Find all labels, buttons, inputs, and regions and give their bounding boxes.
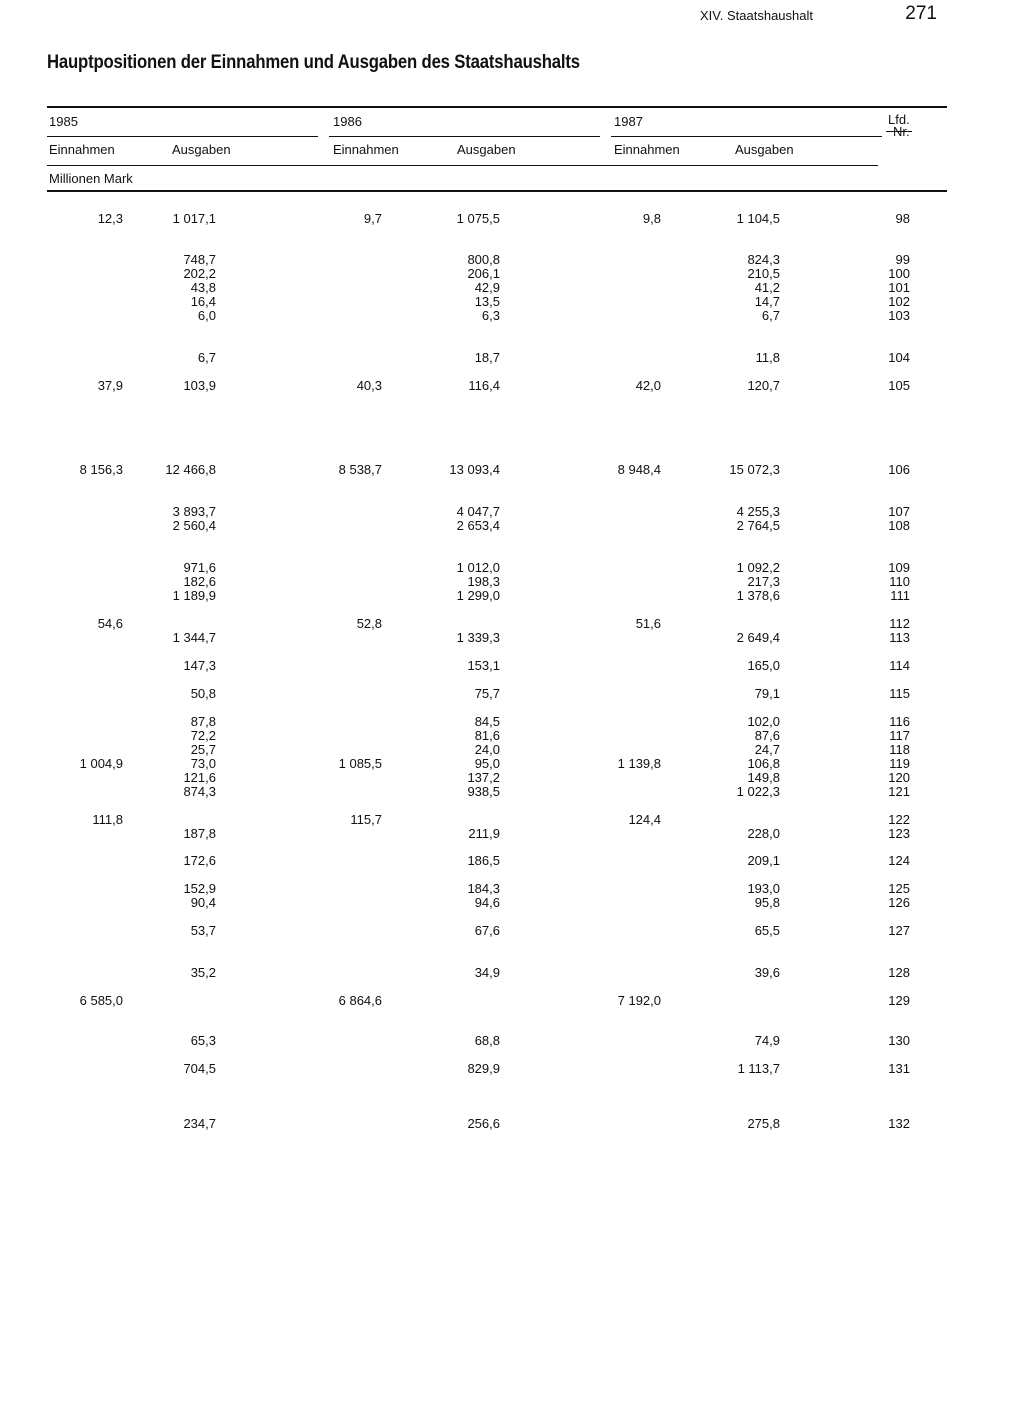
cell-nr: 117 [889, 728, 910, 743]
cell-a87: 106,8 [747, 756, 780, 771]
cell-a87: 14,7 [754, 294, 780, 309]
cell-a87: 120,7 [747, 378, 780, 393]
cell-a87: 4 255,3 [736, 504, 780, 519]
nr-header-lfd: Lfd. [888, 112, 910, 127]
cell-a85: 121,6 [183, 770, 216, 785]
cell-a87: 15 072,3 [729, 462, 780, 477]
cell-a87: 210,5 [747, 266, 780, 281]
cell-e86: 6 864,6 [338, 993, 382, 1008]
cell-a86: 137,2 [467, 770, 500, 785]
cell-nr: 99 [895, 252, 910, 267]
cell-nr: 124 [888, 853, 910, 868]
table-row [0, 253, 1024, 267]
cell-a86: 24,0 [474, 742, 500, 757]
cell-a85: 2 560,4 [172, 518, 216, 533]
table-row [0, 617, 1024, 631]
cell-a85: 50,8 [190, 686, 216, 701]
cell-a87: 1 104,5 [736, 211, 780, 226]
cell-a87: 193,0 [747, 881, 780, 896]
cell-nr: 123 [888, 826, 910, 841]
table-row [0, 309, 1024, 323]
cell-a87: 228,0 [747, 826, 780, 841]
cell-a86: 184,3 [467, 881, 500, 896]
cell-a86: 211,9 [468, 826, 500, 841]
table-row [0, 267, 1024, 281]
cell-nr: 131 [888, 1061, 910, 1076]
cell-a85: 234,7 [183, 1116, 216, 1131]
nr-header-nr: Nr. [893, 124, 910, 139]
ausgaben-1987-header: Ausgaben [735, 142, 794, 157]
table-row [0, 785, 1024, 799]
cell-nr: 101 [888, 280, 910, 295]
cell-a86: 4 047,7 [456, 504, 500, 519]
table-row [0, 757, 1024, 771]
cell-a85: 12 466,8 [165, 462, 216, 477]
table-row [0, 351, 1024, 365]
cell-e87: 42,0 [635, 378, 661, 393]
cell-a85: 187,8 [183, 826, 216, 841]
cell-a87: 39,6 [754, 965, 780, 980]
cell-a86: 75,7 [474, 686, 500, 701]
table-row [0, 295, 1024, 309]
cell-a86: 206,1 [467, 266, 500, 281]
cell-a87: 87,6 [754, 728, 780, 743]
cell-a85: 72,2 [190, 728, 216, 743]
cell-nr: 102 [888, 294, 910, 309]
cell-nr: 109 [888, 560, 910, 575]
cell-nr: 118 [889, 742, 910, 757]
einnahmen-1986-header: Einnahmen [333, 142, 399, 157]
cell-a85: 1 189,9 [172, 588, 216, 603]
cell-nr: 132 [888, 1116, 910, 1131]
cell-nr: 130 [888, 1033, 910, 1048]
cell-nr: 104 [888, 350, 910, 365]
table-row [0, 729, 1024, 743]
cell-nr: 106 [888, 462, 910, 477]
cell-nr: 121 [888, 784, 910, 799]
ausgaben-1986-header: Ausgaben [457, 142, 516, 157]
cell-a85: 874,3 [183, 784, 216, 799]
cell-a86: 81,6 [474, 728, 500, 743]
cell-a85: 147,3 [183, 658, 216, 673]
cell-nr: 108 [888, 518, 910, 533]
cell-nr: 126 [888, 895, 910, 910]
cell-a85: 73,0 [190, 756, 216, 771]
cell-a86: 18,7 [474, 350, 500, 365]
cell-e85: 6 585,0 [79, 993, 123, 1008]
cell-a86: 186,5 [467, 853, 500, 868]
cell-a87: 824,3 [747, 252, 780, 267]
table-row [0, 281, 1024, 295]
table-row [0, 896, 1024, 910]
cell-a87: 1 022,3 [736, 784, 780, 799]
cell-a86: 34,9 [474, 965, 500, 980]
cell-a85: 65,3 [190, 1033, 216, 1048]
cell-nr: 113 [889, 630, 910, 645]
table-row [0, 994, 1024, 1008]
cell-a85: 35,2 [190, 965, 216, 980]
page-number: 271 [905, 3, 937, 24]
cell-e85: 54,6 [97, 616, 123, 631]
unit-label: Millionen Mark [49, 171, 133, 186]
table-row [0, 924, 1024, 938]
table-row [0, 505, 1024, 519]
cell-a86: 153,1 [467, 658, 500, 673]
table-row [0, 743, 1024, 757]
cell-nr: 127 [888, 923, 910, 938]
cell-a85: 3 893,7 [172, 504, 216, 519]
cell-a87: 6,7 [761, 308, 780, 323]
cell-a85: 90,4 [190, 895, 216, 910]
cell-nr: 120 [888, 770, 910, 785]
table-row [0, 687, 1024, 701]
table-row [0, 212, 1024, 226]
cell-a86: 938,5 [467, 784, 500, 799]
cell-a87: 1 113,7 [737, 1061, 780, 1076]
cell-e86: 1 085,5 [338, 756, 382, 771]
cell-a85: 704,5 [183, 1061, 216, 1076]
cell-e86: 9,7 [363, 211, 382, 226]
cell-nr: 103 [888, 308, 910, 323]
table-row [0, 771, 1024, 785]
cell-a86: 94,6 [474, 895, 500, 910]
cell-a87: 11,8 [755, 350, 780, 365]
cell-nr: 119 [889, 756, 910, 771]
cell-a86: 1 075,5 [456, 211, 500, 226]
einnahmen-1985-header: Einnahmen [49, 142, 115, 157]
cell-a86: 1 012,0 [456, 560, 500, 575]
cell-e87: 7 192,0 [617, 993, 661, 1008]
cell-nr: 116 [889, 714, 910, 729]
cell-e86: 40,3 [356, 378, 382, 393]
cell-a85: 748,7 [183, 252, 216, 267]
cell-e85: 8 156,3 [79, 462, 123, 477]
cell-e87: 124,4 [628, 812, 661, 827]
cell-e87: 1 139,8 [617, 756, 661, 771]
cell-e87: 8 948,4 [617, 462, 661, 477]
cell-e86: 115,7 [350, 812, 382, 827]
cell-nr: 128 [888, 965, 910, 980]
cell-a87: 149,8 [747, 770, 780, 785]
cell-a87: 24,7 [754, 742, 780, 757]
cell-a85: 182,6 [183, 574, 216, 589]
year-1987-header: 1987 [614, 114, 643, 129]
table-row [0, 589, 1024, 603]
cell-a85: 6,7 [197, 350, 216, 365]
cell-a85: 25,7 [190, 742, 216, 757]
cell-a86: 68,8 [474, 1033, 500, 1048]
cell-a85: 6,0 [197, 308, 216, 323]
cell-a87: 1 378,6 [736, 588, 780, 603]
cell-nr: 122 [888, 812, 910, 827]
cell-a85: 53,7 [190, 923, 216, 938]
cell-nr: 107 [888, 504, 910, 519]
cell-a87: 41,2 [754, 280, 780, 295]
cell-a87: 209,1 [747, 853, 780, 868]
cell-a86: 6,3 [481, 308, 500, 323]
cell-a85: 103,9 [183, 378, 216, 393]
cell-a87: 1 092,2 [736, 560, 780, 575]
cell-e85: 1 004,9 [79, 756, 123, 771]
table-row [0, 715, 1024, 729]
cell-e86: 8 538,7 [338, 462, 382, 477]
cell-a86: 13 093,4 [449, 462, 500, 477]
cell-a86: 256,6 [467, 1116, 500, 1131]
cell-a87: 65,5 [754, 923, 780, 938]
cell-a86: 67,6 [474, 923, 500, 938]
cell-e87: 9,8 [642, 211, 661, 226]
cell-nr: 125 [888, 881, 910, 896]
cell-nr: 112 [889, 616, 910, 631]
table-row [0, 827, 1024, 841]
cell-a86: 95,0 [474, 756, 500, 771]
cell-a85: 172,6 [183, 853, 216, 868]
cell-a85: 1 344,7 [172, 630, 216, 645]
einnahmen-1987-header: Einnahmen [614, 142, 680, 157]
table-row [0, 519, 1024, 533]
cell-a86: 116,4 [468, 378, 500, 393]
cell-e87: 51,6 [635, 616, 661, 631]
cell-a85: 1 017,1 [172, 211, 216, 226]
cell-nr: 114 [889, 658, 910, 673]
table-row [0, 379, 1024, 393]
cell-a86: 84,5 [474, 714, 500, 729]
cell-e85: 12,3 [97, 211, 123, 226]
table-row [0, 561, 1024, 575]
cell-nr: 98 [895, 211, 910, 226]
cell-e86: 52,8 [356, 616, 382, 631]
table-row [0, 882, 1024, 896]
cell-nr: 105 [888, 378, 910, 393]
ausgaben-1985-header: Ausgaben [172, 142, 231, 157]
cell-a86: 800,8 [467, 252, 500, 267]
cell-a86: 42,9 [474, 280, 500, 295]
running-head-section: XIV. Staatshaushalt [700, 8, 813, 23]
cell-a87: 275,8 [747, 1116, 780, 1131]
year-1986-header: 1986 [333, 114, 362, 129]
cell-a87: 2 649,4 [736, 630, 780, 645]
cell-a85: 152,9 [183, 881, 216, 896]
page-title: Hauptpositionen der Einnahmen und Ausgaben des Staatshaushalts [47, 52, 580, 73]
cell-a85: 87,8 [190, 714, 216, 729]
cell-a87: 79,1 [754, 686, 780, 701]
cell-nr: 115 [889, 686, 910, 701]
cell-a87: 2 764,5 [736, 518, 780, 533]
table-row [0, 1117, 1024, 1131]
cell-a87: 217,3 [747, 574, 780, 589]
cell-a87: 102,0 [747, 714, 780, 729]
table-row [0, 575, 1024, 589]
table-row [0, 1034, 1024, 1048]
table-row [0, 854, 1024, 868]
cell-e85: 111,8 [92, 812, 123, 827]
cell-e85: 37,9 [97, 378, 123, 393]
table-row [0, 1062, 1024, 1076]
cell-nr: 100 [888, 266, 910, 281]
table-row [0, 966, 1024, 980]
cell-a87: 95,8 [754, 895, 780, 910]
cell-a85: 202,2 [183, 266, 216, 281]
year-1985-header: 1985 [49, 114, 78, 129]
table-row [0, 813, 1024, 827]
table-row [0, 463, 1024, 477]
table-row [0, 659, 1024, 673]
cell-a85: 16,4 [190, 294, 216, 309]
cell-nr: 129 [888, 993, 910, 1008]
cell-nr: 110 [889, 574, 910, 589]
cell-a86: 13,5 [474, 294, 500, 309]
cell-nr: 111 [890, 588, 910, 603]
cell-a86: 1 339,3 [456, 630, 500, 645]
cell-a86: 198,3 [467, 574, 500, 589]
table-row [0, 631, 1024, 645]
cell-a85: 971,6 [183, 560, 216, 575]
cell-a86: 2 653,4 [456, 518, 500, 533]
cell-a86: 1 299,0 [456, 588, 500, 603]
cell-a85: 43,8 [190, 280, 216, 295]
cell-a87: 74,9 [754, 1033, 780, 1048]
cell-a87: 165,0 [747, 658, 780, 673]
cell-a86: 829,9 [467, 1061, 500, 1076]
